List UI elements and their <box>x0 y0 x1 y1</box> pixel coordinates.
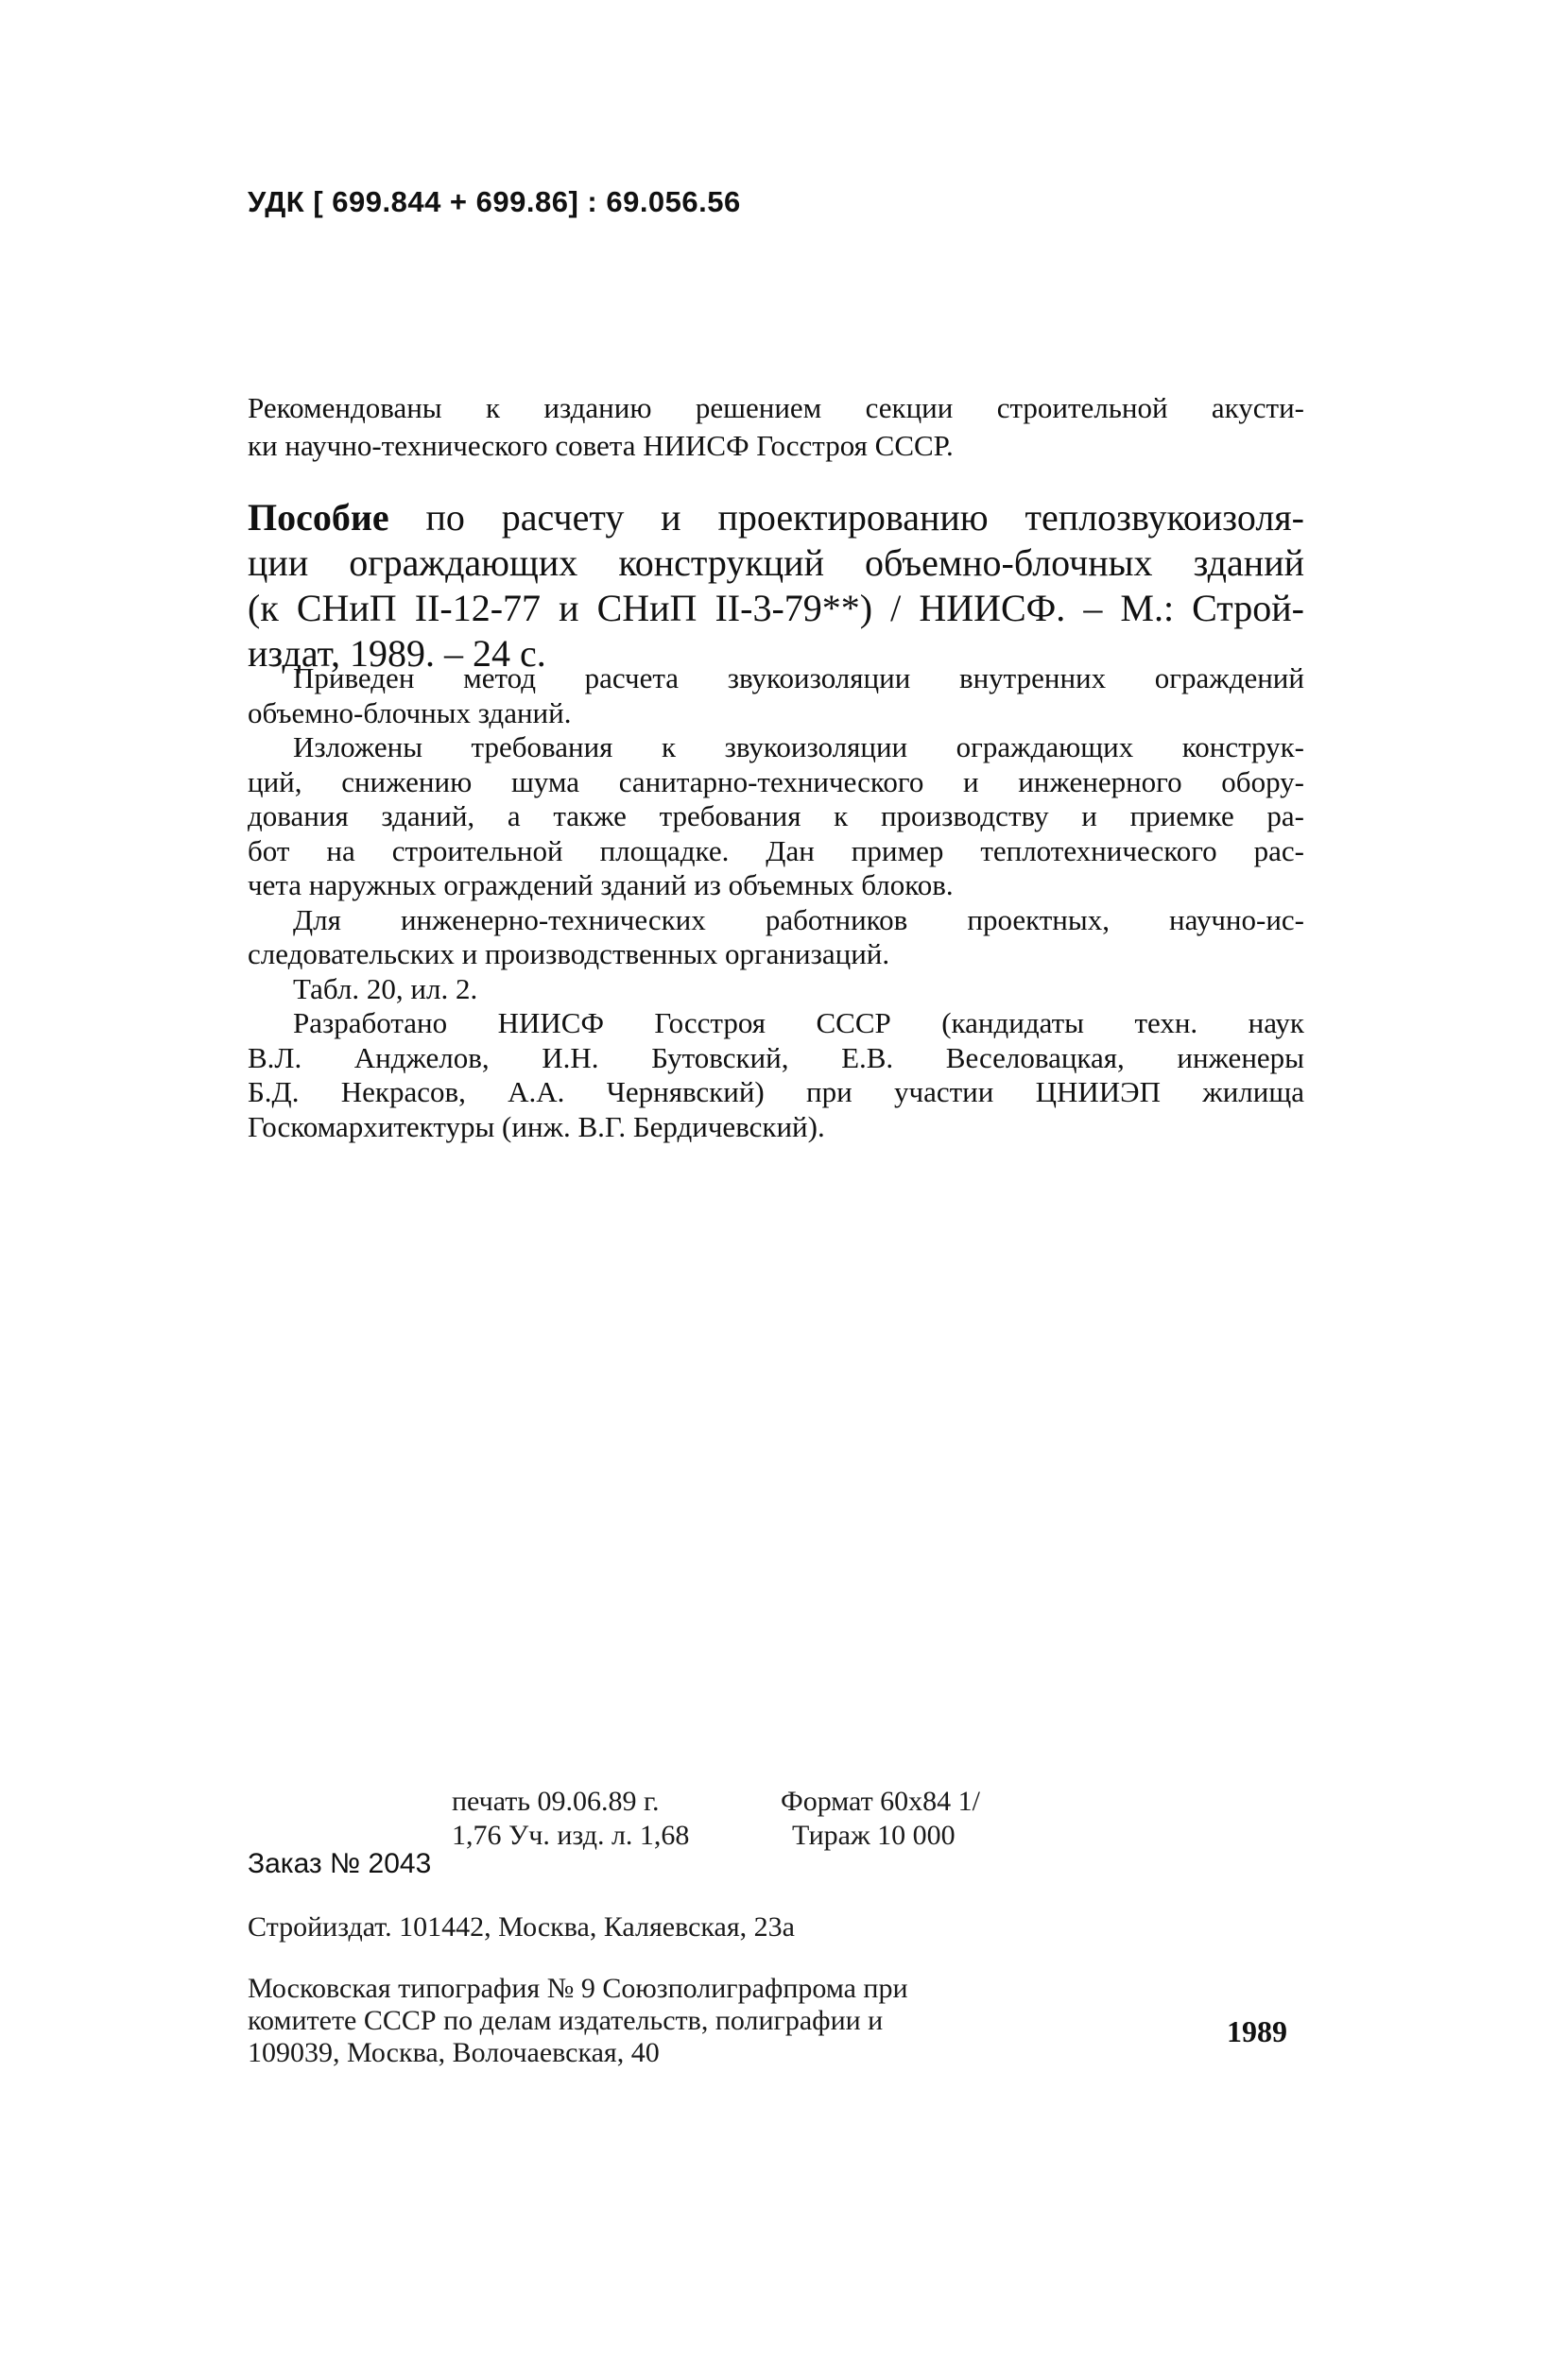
biblio-line: издат, 1989. – 24 с. <box>248 632 546 675</box>
paper-format: Формат 60х84 1/ <box>781 1786 981 1817</box>
recommendation-line: ки научно-технического совета НИИСФ Госстроя СССР. <box>248 429 954 462</box>
order-number: Заказ № 2043 <box>248 1848 432 1879</box>
annotation-line: дования зданий, а также требования к производству и приемке ра- <box>248 799 1304 832</box>
annotation-line: Госкомархитектуры (инж. В.Г. Бердичевский). <box>248 1109 825 1143</box>
udk-code: УДК [ 699.844 + 699.86] : 69.056.56 <box>248 185 741 218</box>
recommendation-note <box>248 389 1304 465</box>
annotation-line: Для инженерно-технических работников проектных, научно-ис- <box>293 902 1304 936</box>
annotation-line: бот на строительной площадке. Дан пример теплотехнического рас- <box>248 833 1304 867</box>
print-date: печать 09.06.89 г. <box>452 1786 660 1817</box>
biblio-line-rest: по расчету и проектированию теплозвукоизоля- <box>388 496 1304 539</box>
annotation-line: Изложены требования к звукоизоляции ограждающих конструк- <box>293 730 1304 763</box>
annotation-line: Разработано НИИСФ Госстроя СССР (кандидаты техн. наук <box>293 1006 1304 1039</box>
printer-line: комитете СССР по делам издательств, полиграфии и <box>248 2005 884 2036</box>
annotation-line: Приведен метод расчета звукоизоляции внутренних ограждений <box>293 661 1304 694</box>
printer-line: Московская типография № 9 Союзполиграфпрома при <box>248 1973 908 2004</box>
biblio-line <box>248 495 1304 540</box>
publication-year: 1989 <box>1227 2014 1287 2048</box>
annotation-line: следовательских и производственных организаций. <box>248 937 890 970</box>
biblio-title-word: Пособие <box>248 496 389 539</box>
recommendation-line: Рекомендованы к изданию решением секции строительной акусти- <box>248 391 1304 424</box>
annotation-line: В.Л. Анджелов, И.Н. Бутовский, Е.В. Веселовацкая, инженеры <box>248 1040 1304 1074</box>
biblio-line: ции ограждающих конструкций объемно-блочных зданий <box>248 541 1304 584</box>
annotation-line: чета наружных ограждений зданий из объемных блоков. <box>248 868 954 901</box>
tables-count: Табл. 20, ил. 2. <box>293 971 478 1005</box>
annotation-line: Б.Д. Некрасов, А.А. Чернявский) при участии ЦНИИЭП жилища <box>248 1075 1304 1108</box>
print-run: Тираж 10 000 <box>792 1820 956 1851</box>
publisher-address: Стройиздат. 101442, Москва, Каляевская, 23а <box>248 1911 795 1943</box>
printer-line: 109039, Москва, Волочаевская, 40 <box>248 2037 660 2068</box>
annotation-line: объемно-блочных зданий. <box>248 695 572 729</box>
annotation <box>248 661 1304 1144</box>
publishing-sheets: 1,76 Уч. изд. л. 1,68 <box>452 1820 690 1851</box>
biblio-line: (к СНиП II-12-77 и СНиП II-3-79**) / НИИСФ. – М.: Строй- <box>248 587 1304 629</box>
annotation-line: ций, снижению шума санитарно-технического и инженерного обору- <box>248 764 1304 798</box>
bibliographic-description <box>248 495 1304 676</box>
